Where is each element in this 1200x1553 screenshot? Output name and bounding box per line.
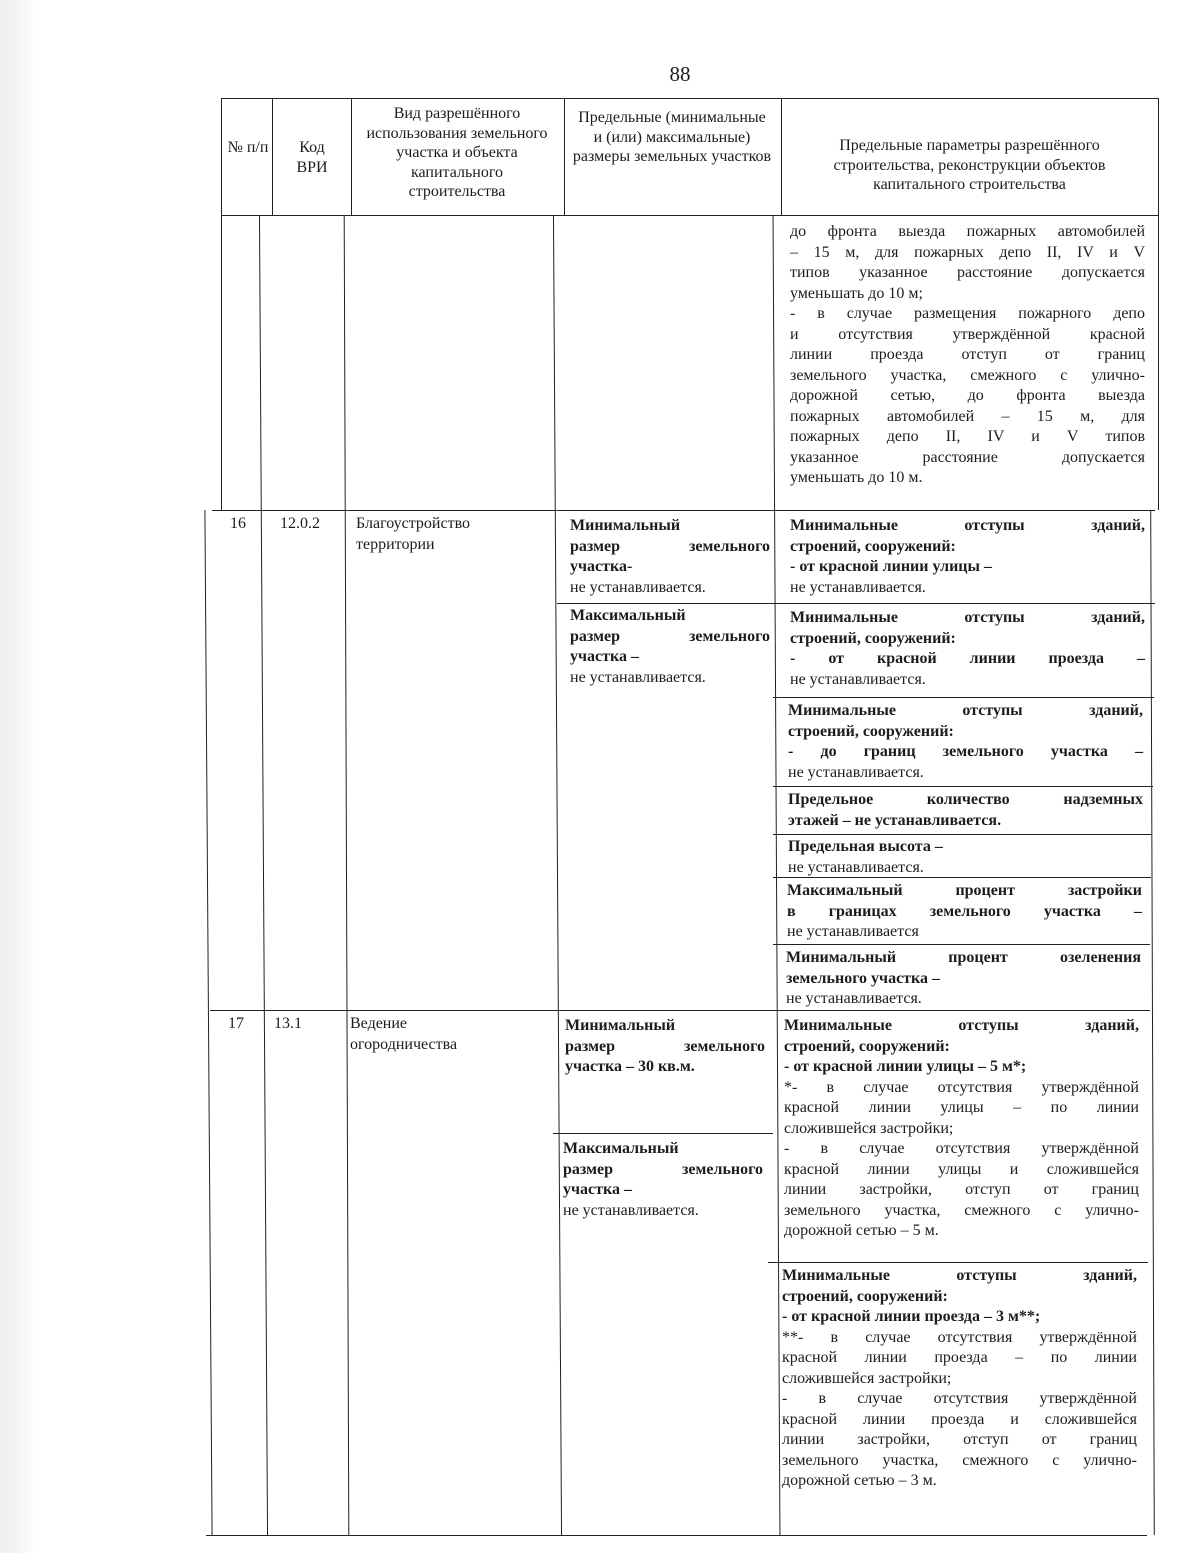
- row16-params-rule-2: [773, 697, 1154, 698]
- continuation-line: - в случае размещения пожарного депо: [790, 305, 1145, 322]
- row17-top-rule: [210, 1010, 1150, 1011]
- params-line: линии застройки, отступ от границ: [782, 1431, 1137, 1448]
- row17-params-2: [782, 1266, 1137, 1492]
- row16-sizes-split: [557, 603, 1155, 604]
- params-tail-text: этажей – не устанавливается.: [788, 811, 1002, 829]
- row17-params-1: [784, 1016, 1139, 1242]
- params-line: - от красной линии проезда – 3 м**;: [782, 1308, 1041, 1325]
- table-border-left: [221, 98, 222, 510]
- params-tail: не устанавливается: [787, 923, 919, 940]
- params-line: Минимальные отступы зданий,: [784, 1017, 1139, 1034]
- params-line: земельного участка, смежного с улично-: [784, 1201, 1139, 1219]
- continuation-line: уменьшать до 10 м;: [790, 284, 923, 302]
- continuation-line: – 15 м, для пожарных депо II, IV и V: [790, 243, 1145, 261]
- row17-size-min-title: Минимальный: [565, 1017, 676, 1034]
- params-tail: не устанавливается.: [788, 858, 924, 876]
- row16-size-min-title: Минимальный: [570, 517, 681, 534]
- col-code-divider-lower: [259, 215, 268, 1535]
- params-line: дорожной сетью – 3 м.: [782, 1472, 937, 1489]
- row17-size-max: [563, 1139, 763, 1221]
- row16-size-max-value: не устанавливается.: [570, 668, 706, 686]
- params-line: строений, сооружений:: [790, 629, 956, 647]
- continuation-line: пожарных депо II, IV и V типов: [790, 428, 1145, 445]
- continuation-line: указанное расстояние допускается: [790, 448, 1145, 466]
- row17-size-max-title: Максимальный: [563, 1140, 679, 1157]
- row16-size-max: [570, 606, 770, 688]
- params-line: Минимальный процент озеленения: [786, 949, 1141, 966]
- params-line: земельного участка –: [786, 969, 941, 987]
- row16-kind: Благоустройство территории: [356, 515, 471, 553]
- params-tail: не устанавливается.: [790, 578, 926, 596]
- params-line: строений, сооружений:: [788, 722, 954, 740]
- row17-size-min: [565, 1016, 765, 1078]
- row16-size-min-title: размер земельного: [570, 537, 770, 555]
- col-sizes-divider: [564, 98, 565, 215]
- params-tail: [788, 811, 1143, 832]
- params-line: строений, сооружений:: [790, 537, 956, 555]
- row16-num: 16: [230, 515, 246, 532]
- params-tail: не устанавливается.: [790, 670, 926, 688]
- row16-params-rule-4: [773, 834, 1152, 835]
- params-line: - до границ земельного участка –: [788, 743, 1143, 760]
- col-params-divider-lower: [773, 215, 781, 1535]
- scan-edge: [0, 0, 36, 1553]
- params-tail: не устанавливается.: [786, 990, 922, 1007]
- row16-size-min-value: не устанавливается.: [570, 578, 706, 596]
- row17-code: 13.1: [274, 1015, 302, 1032]
- params-line: красной линии улицы – по линии: [784, 1099, 1139, 1116]
- row16-size-min: [570, 516, 770, 598]
- header-code: Код ВРИ: [296, 139, 328, 176]
- params-tail: не устанавливается.: [788, 763, 924, 781]
- row16-size-max-title: размер земельного: [570, 627, 770, 645]
- params-line: в границах земельного участка –: [787, 902, 1142, 920]
- row17-kind: Ведение огородничества: [350, 1015, 458, 1053]
- params-line: - от красной линии улицы – 5 м*;: [784, 1058, 1027, 1075]
- continuation-text: [790, 222, 1145, 489]
- continuation-line: и отсутствия утверждённой красной: [790, 325, 1145, 343]
- continuation-line: до фронта выезда пожарных автомобилей: [790, 223, 1145, 240]
- header-params: Предельные параметры разрешённого строительства, реконструкции объектов капитального строительства: [833, 137, 1106, 193]
- params-line: Минимальные отступы зданий,: [790, 517, 1145, 534]
- params-line: - от красной линии улицы –: [790, 558, 992, 575]
- params-line: Предельное количество надземных: [788, 791, 1143, 808]
- row17-size-max-value: не устанавливается.: [563, 1201, 699, 1219]
- row17-size-max-title: размер земельного: [563, 1160, 763, 1178]
- params-line: земельного участка, смежного с улично-: [782, 1451, 1137, 1469]
- col-sizes-divider-lower: [553, 215, 562, 1535]
- header-sizes: Предельные (минимальные и (или) максимальные) размеры земельных участков: [572, 109, 772, 165]
- row17-size-min-title: размер земельного: [565, 1037, 765, 1055]
- row16-size-max-title: участка –: [570, 648, 639, 665]
- row16-size-min-title: участка-: [570, 558, 633, 575]
- col-kind-divider: [351, 98, 352, 215]
- row16-params-3: [788, 701, 1143, 783]
- row16-params-rule-6: [773, 944, 1150, 945]
- params-line: Минимальные отступы зданий,: [782, 1267, 1137, 1284]
- header-kind: Вид разрешённого использования земельного участка и объекта капитального строительства: [366, 105, 548, 200]
- params-line: **- в случае отсутствия утверждённой: [782, 1328, 1137, 1346]
- row16-params-1: [790, 516, 1145, 598]
- row17-num: 17: [228, 1015, 244, 1032]
- header-num: № п/п: [227, 139, 269, 156]
- continuation-line: пожарных автомобилей – 15 м, для: [790, 407, 1145, 425]
- params-line: - от красной линии проезда –: [790, 650, 1145, 667]
- params-line: красной линии улицы и сложившейся: [784, 1160, 1139, 1178]
- continuation-line: уменьшать до 10 м.: [790, 469, 923, 486]
- row16-size-max-title: Максимальный: [570, 607, 686, 624]
- params-line: Минимальные отступы зданий,: [790, 609, 1145, 626]
- row16-top-rule: [212, 510, 1155, 511]
- row16-params-7: [786, 948, 1141, 1010]
- continuation-line: земельного участка, смежного с улично-: [790, 366, 1145, 384]
- params-line: *- в случае отсутствия утверждённой: [784, 1078, 1139, 1096]
- params-line: Предельная высота –: [788, 838, 943, 855]
- table-border-top: [222, 98, 1158, 99]
- params-line: Минимальные отступы зданий,: [788, 702, 1143, 719]
- params-line: строений, сооружений:: [782, 1287, 948, 1305]
- params-line: - в случае отсутствия утверждённой: [782, 1390, 1137, 1407]
- row16-params-2: [790, 608, 1145, 690]
- row17-sizes-split: [553, 1133, 773, 1134]
- table-border-right: [1158, 98, 1159, 510]
- col-code-divider: [272, 98, 273, 215]
- params-line: красной линии проезда и сложившейся: [782, 1410, 1137, 1428]
- row16-params-6: [787, 881, 1142, 943]
- row16-params-rule-3: [773, 786, 1153, 787]
- col-kind-divider-lower: [344, 215, 350, 1535]
- continuation-line: линии проезда отступ от границ: [790, 346, 1145, 363]
- params-line: красной линии проезда – по линии: [782, 1349, 1137, 1366]
- page-number: 88: [669, 62, 691, 86]
- row16-params-5: [788, 837, 1143, 878]
- continuation-line: типов указанное расстояние допускается: [790, 264, 1145, 281]
- row17-size-min-value: участка – 30 кв.м.: [565, 1058, 695, 1075]
- params-line: линии застройки, отступ от границ: [784, 1181, 1139, 1198]
- table-border-left-lower: [204, 510, 212, 1535]
- row16-code: 12.0.2: [280, 515, 320, 532]
- row16-params-4: [788, 790, 1143, 831]
- params-line: сложившейся застройки;: [782, 1369, 952, 1387]
- col-params-divider: [781, 98, 782, 215]
- table-border-bottom: [206, 1535, 1147, 1536]
- row17-params-split: [768, 1262, 1148, 1263]
- continuation-line: дорожной сетью, до фронта выезда: [790, 387, 1145, 404]
- params-line: - в случае отсутствия утверждённой: [784, 1140, 1139, 1157]
- params-line: строений, сооружений:: [784, 1037, 950, 1055]
- params-line: сложившейся застройки;: [784, 1119, 954, 1137]
- header-bottom-rule: [222, 215, 1158, 216]
- params-line: Максимальный процент застройки: [787, 882, 1142, 899]
- params-line: дорожной сетью – 5 м.: [784, 1222, 939, 1239]
- table-border-right-lower: [1150, 510, 1155, 1535]
- row17-size-max-title: участка –: [563, 1181, 632, 1198]
